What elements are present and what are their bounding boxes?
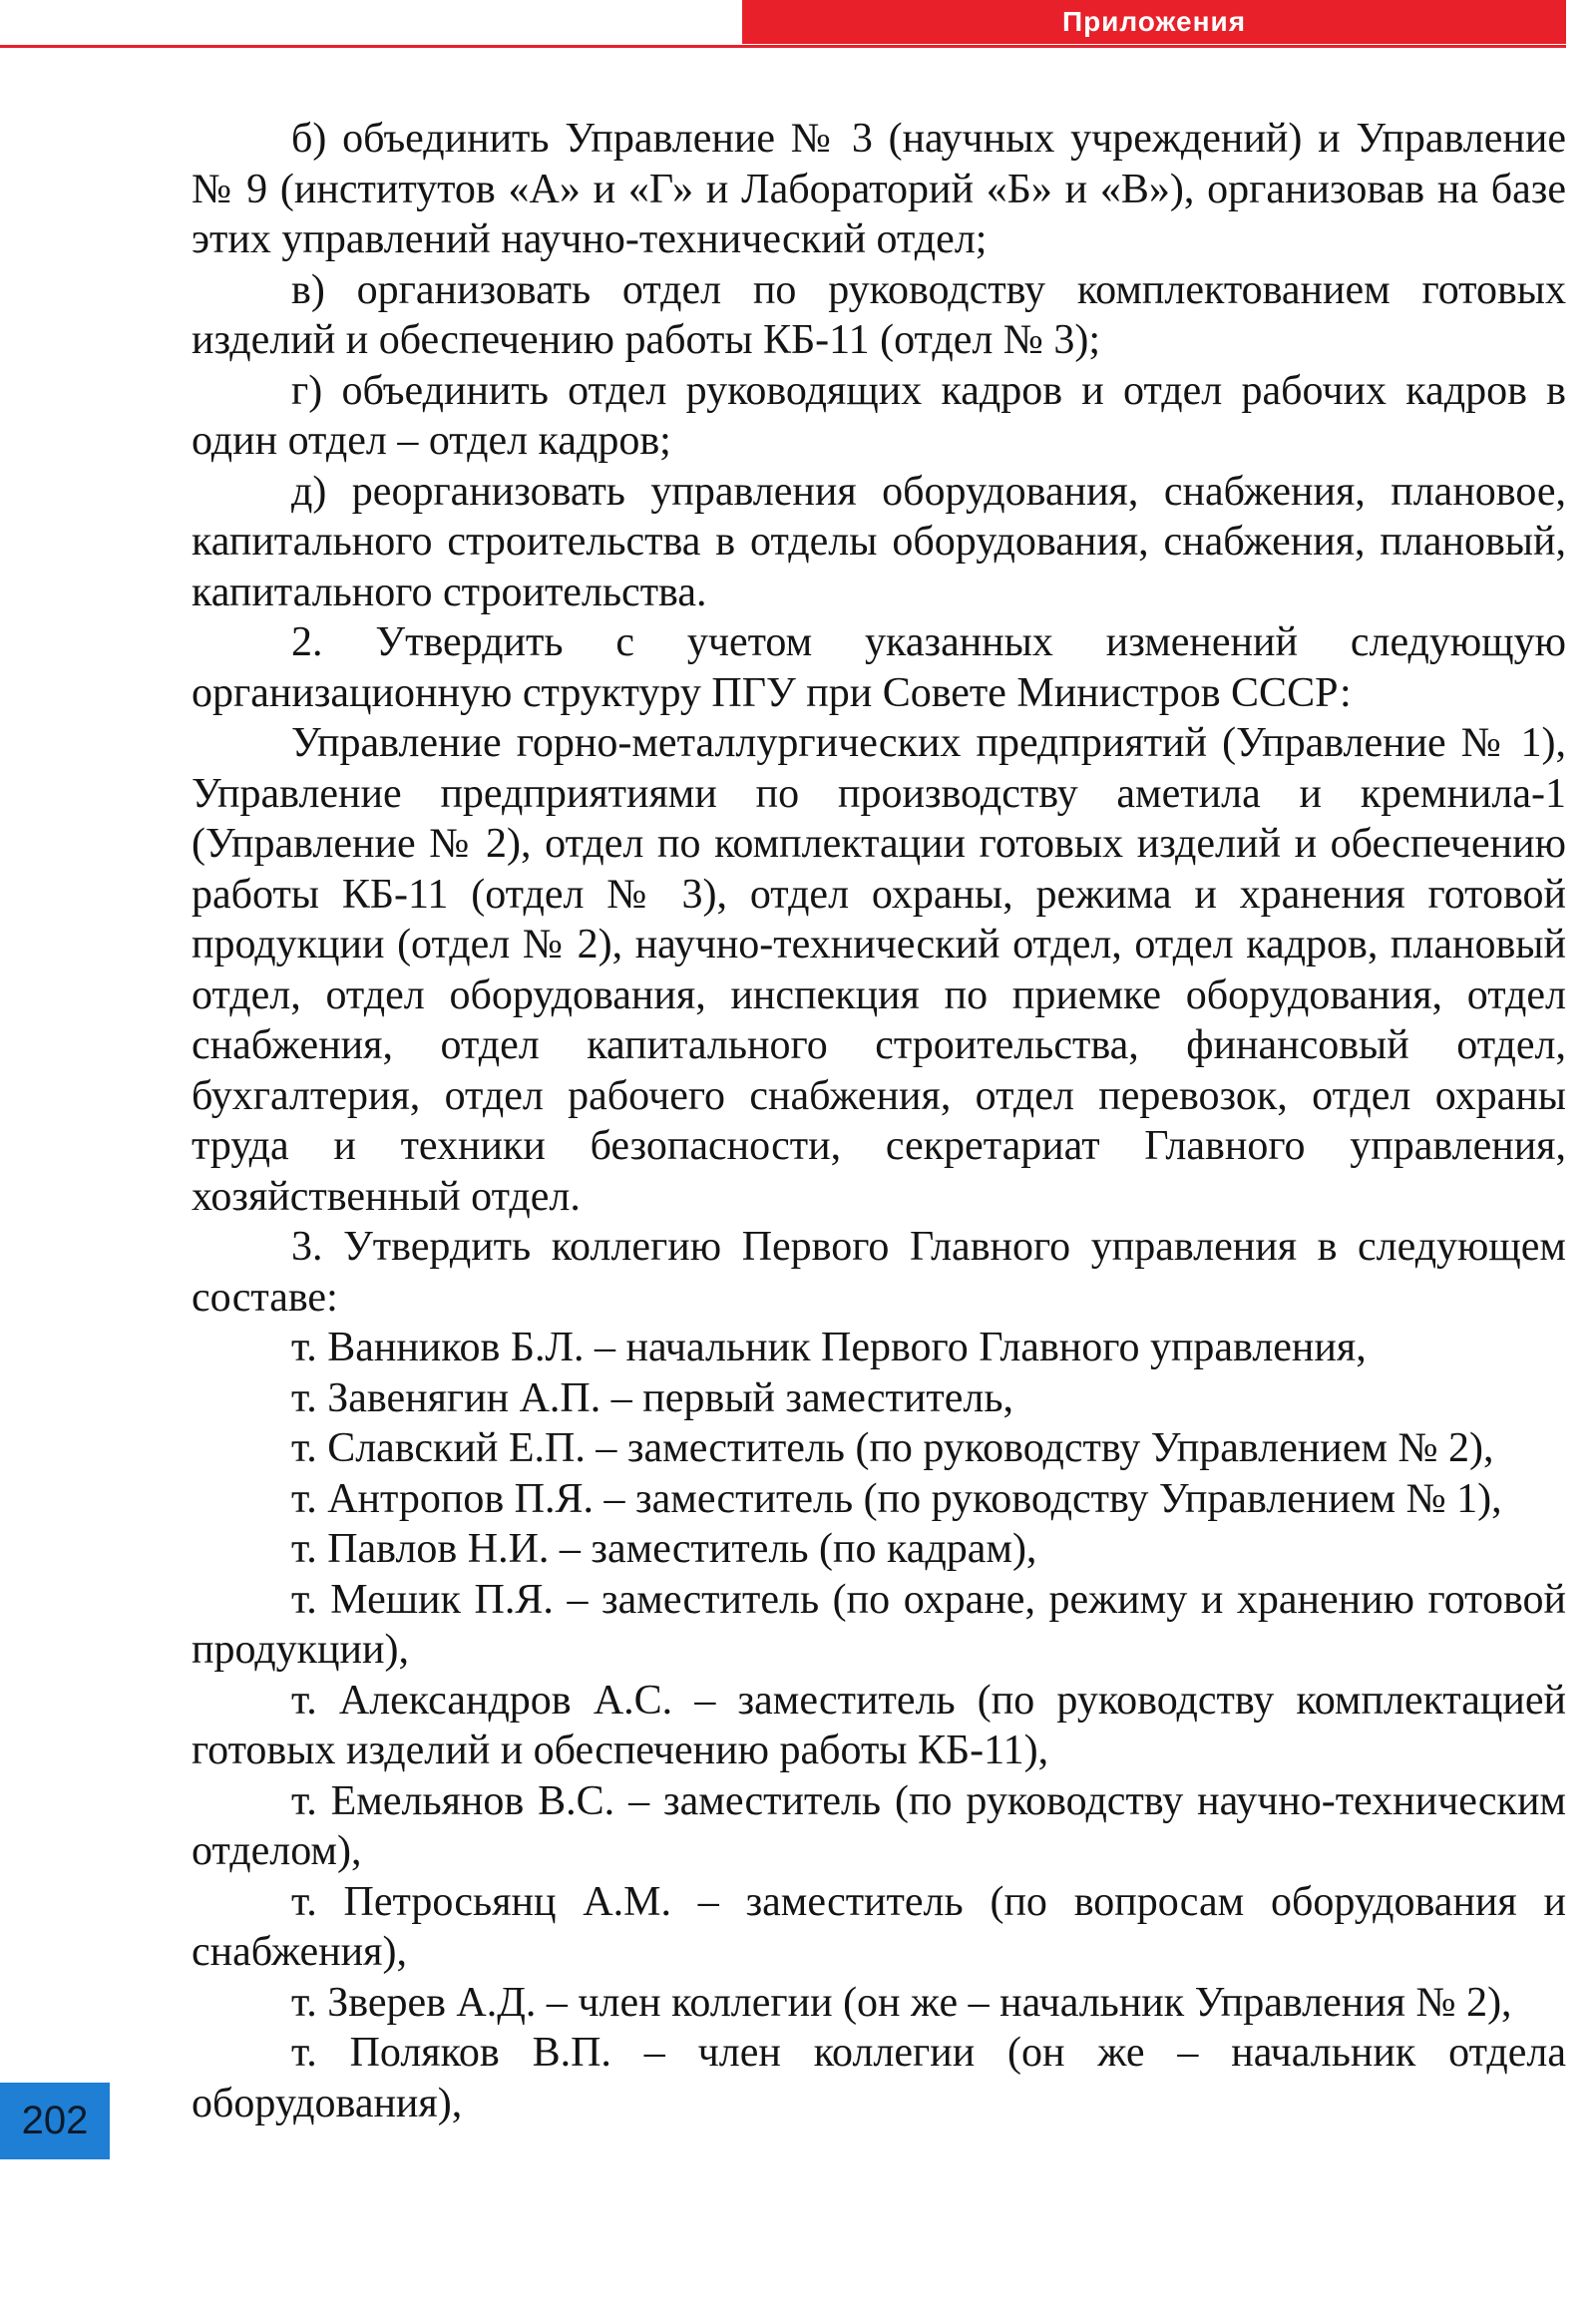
header-rule: [0, 45, 1566, 48]
paragraph: б) объединить Управление № 3 (научных учреждений) и Управление № 9 (институтов «А» и «Г» и Лабораторий «Б» и «В»), организовав на базе этих управлений научно-технический отдел;: [192, 116, 1566, 262]
section-header-band: [742, 0, 1566, 44]
paragraph: т. Петросьянц А.М. – заместитель (по вопросам оборудования и снабжения),: [192, 1878, 1566, 1975]
paragraph: 3. Утвердить коллегию Первого Главного управления в следующем составе:: [192, 1224, 1566, 1321]
paragraph: Управление горно-металлургических предприятий (Управление № 1), Управление предприятиями по производству аметила и кремнила-1 (Управление № 2), отдел по комплектации готовых изделий и обеспечению работы КБ-11 (отдел № 3), отдел охраны, режима и хранения готовой продукции (отдел № 2), научно-технический отдел, отдел кадров, плановый отдел, отдел оборудования, инспекция по приемке оборудования, отдел снабжения, отдел капитального строительства, финансовый отдел, бухгалтерия, отдел рабочего снабжения, отдел перевозок, отдел охраны труда и техники безопасности, секретариат Главного управления, хозяйственный отдел.: [192, 720, 1566, 1220]
paragraph: т. Поляков В.П. – член коллегии (он же – начальник отдела оборудования),: [192, 2030, 1566, 2126]
page-number: 202: [21, 2099, 89, 2142]
paragraph: т. Антропов П.Я. – заместитель (по руководству Управлением № 1),: [291, 1475, 1502, 1522]
paragraph: 2. Утвердить с учетом указанных изменений следующую организационную структуру ПГУ при Совете Министров СССР:: [192, 619, 1566, 716]
paragraph: т. Мешик П.Я. – заместитель (по охране, режиму и хранению готовой продукции),: [192, 1576, 1566, 1673]
paragraph: т. Александров А.С. – заместитель (по руководству комплектацией готовых изделий и обеспечению работы КБ-11),: [192, 1677, 1566, 1773]
paragraph: т. Славский Е.П. – заместитель (по руководству Управлением № 2),: [291, 1425, 1494, 1471]
document-body: [192, 114, 1566, 2128]
section-title: Приложения: [1061, 6, 1247, 37]
paragraph: в) организовать отдел по руководству комплектованием готовых изделий и обеспечению работы КБ-11 (отдел № 3);: [192, 266, 1566, 363]
page-number-badge: [0, 2083, 110, 2159]
paragraph: т. Зверев А.Д. – член коллегии (он же – начальник Управления № 2),: [291, 1979, 1512, 2026]
paragraph: т. Емельянов В.С. – заместитель (по руководству научно-техническим отделом),: [192, 1777, 1566, 1874]
paragraph: г) объединить отдел руководящих кадров и отдел рабочих кадров в один отдел – отдел кадров;: [192, 367, 1566, 464]
paragraph: т. Павлов Н.И. – заместитель (по кадрам),: [291, 1526, 1037, 1572]
paragraph: т. Завенягин А.П. – первый заместитель,: [291, 1374, 1013, 1421]
paragraph: д) реорганизовать управления оборудования, снабжения, плановое, капитального строительства в отделы оборудования, снабжения, плановый, капитального строительства.: [192, 468, 1566, 615]
paragraph: т. Ванников Б.Л. – начальник Первого Главного управления,: [291, 1325, 1367, 1370]
